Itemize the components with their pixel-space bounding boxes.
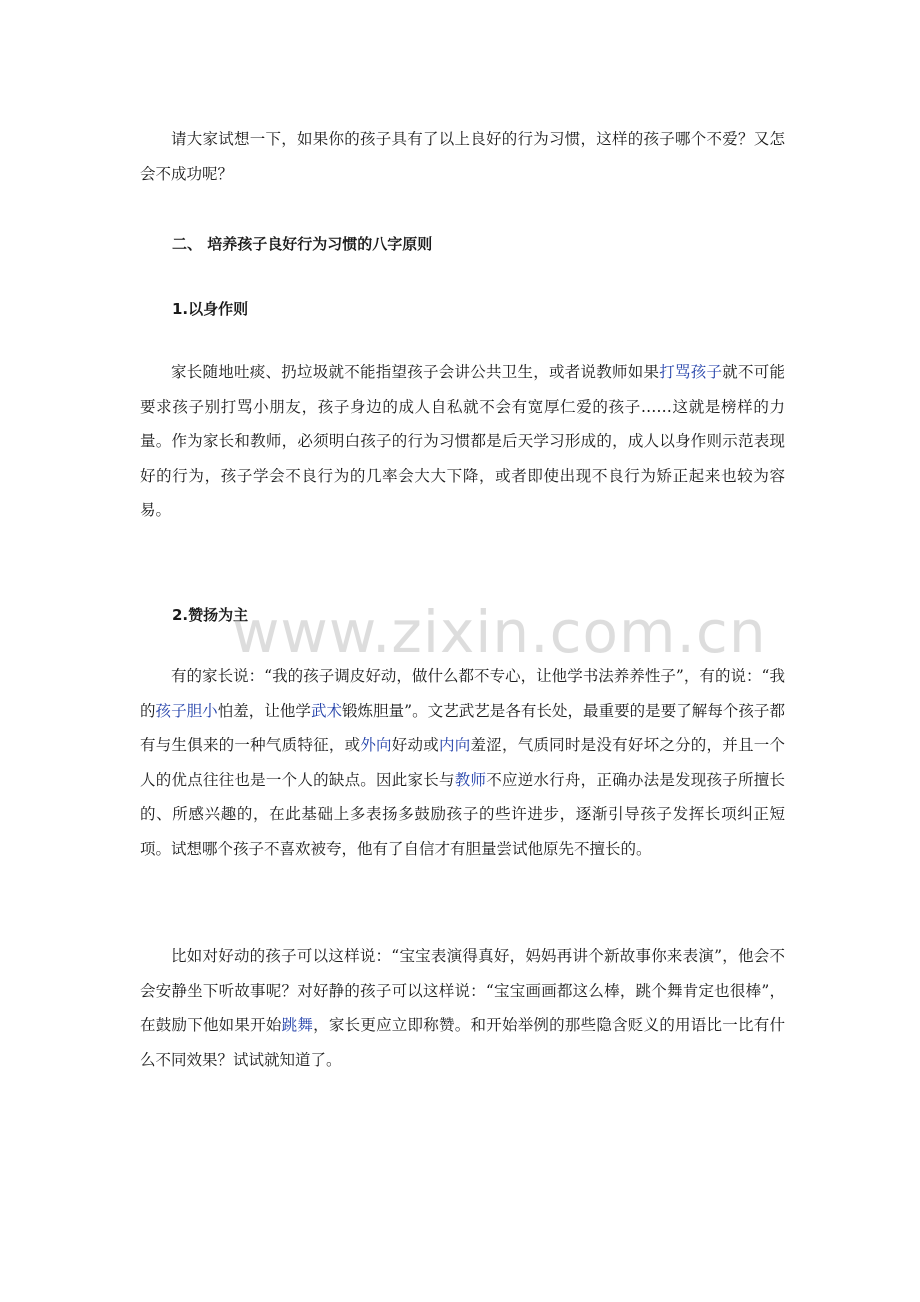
principle2-paragraph [140, 659, 785, 866]
principle2-example-paragraph [140, 939, 785, 1077]
link-martial-arts[interactable]: 武术 [310, 701, 343, 720]
example-text-b: ，家长更应立即称赞。和开始举例的那些隐含贬义的用语比一比有什么不同效果？试试就知道了。 [140, 1016, 785, 1069]
section-heading: 二、 培养孩子良好行为习惯的八字原则 [172, 235, 433, 253]
example-text-a: 比如对好动的孩子可以这样说：“宝宝表演得真好，妈妈再讲个新故事你来表演”，他会不会安静坐下听故事呢？对好静的孩子可以这样说：“宝宝画画都这么棒，跳个舞肯定也很棒”，在鼓励下他如果开始 [140, 947, 785, 1034]
link-timid-child[interactable]: 孩子胆小 [155, 701, 218, 720]
watermark: www.zixin.com.cn [232, 598, 767, 666]
link-dancing[interactable]: 跳舞 [281, 1016, 314, 1034]
link-beating-children[interactable]: 打骂孩子 [659, 363, 723, 381]
link-extrovert[interactable]: 外向 [360, 736, 392, 754]
principle1-text-a: 家长随地吐痰、扔垃圾就不能指望孩子会讲公共卫生，或者说教师如果 [171, 363, 660, 381]
principle2-text-a: 有的家长说：“我的孩子调皮好动，做什么都不专心，让他学书法养养性子”，有的说：“我的 [140, 667, 785, 720]
principle1-paragraph [140, 355, 785, 528]
principle1-text-b: 就不可能要求孩子别打骂小朋友，孩子身边的成人自私就不会有宽厚仁爱的孩子……这就是榜样的力量。作为家长和教师，必须明白孩子的行为习惯都是后天学习形成的，成人以身作则示范表现好的行为，孩子学会不良行为的几率会大大下降，或者即使出现不良行为矫正起来也较为容易。 [140, 363, 785, 519]
link-teacher[interactable]: 教师 [454, 770, 487, 789]
principle2-text-f: 不应逆水行舟，正确办法是发现孩子所擅长的、所感兴趣的，在此基础上多表扬多鼓励孩子的些许进步，逐渐引导孩子发挥长项纠正短项。试想哪个孩子不喜欢被夸，他有了自信才有胆量尝试他原先不擅长的。 [140, 770, 785, 858]
principle2-text-d: 好动或 [391, 736, 440, 754]
link-introvert[interactable]: 内向 [439, 736, 471, 754]
principle2-title: 2.赞扬为主 [172, 606, 249, 624]
principle2-text-c: 锻炼胆量”。文艺武艺是各有长处，最重要的是要了解每个孩子都有与生俱来的一种气质特征，或 [140, 701, 785, 754]
principle2-text-b: 怕羞，让他学 [217, 701, 311, 720]
principle1-title: 1.以身作则 [172, 300, 249, 318]
principle2-text-e: 羞涩，气质同时是没有好坏之分的，并且一个人的优点往往也是一个人的缺点。因此家长与 [140, 736, 785, 789]
intro-paragraph: 请大家试想一下，如果你的孩子具有了以上良好的行为习惯，这样的孩子哪个不爱？又怎会不成功呢？ [140, 130, 785, 183]
